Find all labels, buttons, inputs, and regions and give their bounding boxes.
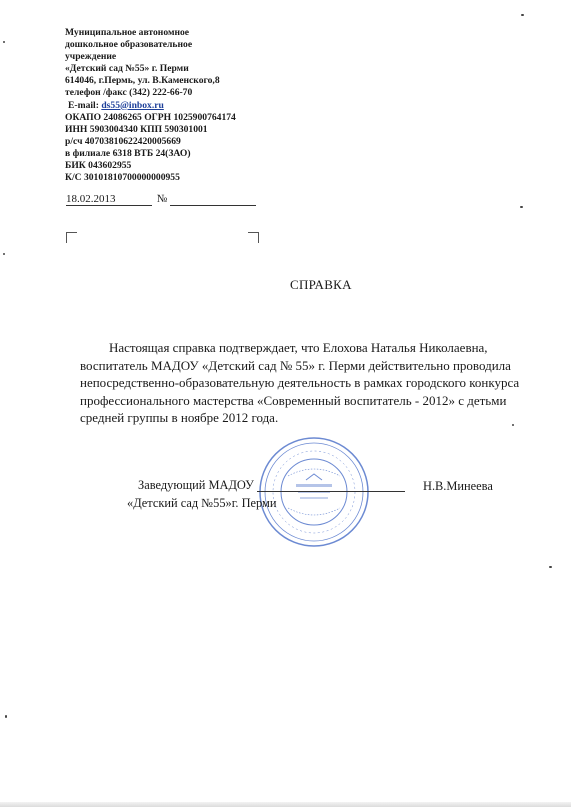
body-line: профессионального мастерства «Современный воспитатель - 2012» с детьми <box>80 392 507 408</box>
org-line: 614046, г.Пермь, ул. В.Каменского,8 <box>65 75 220 87</box>
organization-header <box>65 27 305 184</box>
code-line: ОКАПО 24086265 ОГРН 1025900764174 <box>65 111 236 123</box>
code-line: ИНН 5903004340 КПП 590301001 <box>65 123 208 135</box>
scan-speck <box>521 14 524 16</box>
code-line: БИК 043602955 <box>65 160 132 172</box>
address-corner-left <box>66 232 77 243</box>
email-label: E-mail: <box>68 99 99 111</box>
body-line: средней группы в ноябре 2012 года. <box>80 410 279 425</box>
org-line: «Детский сад №55» г. Перми <box>65 63 189 75</box>
signatory-name: Н.В.Минеева <box>423 479 493 493</box>
signatory-organization: «Детский сад №55»г. Перми <box>127 496 277 510</box>
scan-speck <box>5 715 7 718</box>
scan-speck <box>549 566 552 568</box>
round-seal-stamp <box>258 436 370 548</box>
org-line: Муниципальное автономное <box>65 27 190 38</box>
org-line: учреждение <box>65 51 117 63</box>
email-line <box>65 100 305 112</box>
document-date: 18.02.2013 <box>66 193 152 206</box>
document-title: СПРАВКА <box>290 277 352 292</box>
scan-speck <box>3 253 5 255</box>
scan-speck <box>512 424 514 426</box>
scan-speck <box>520 206 523 208</box>
document-date-row <box>66 193 256 206</box>
email-link[interactable]: ds55@inbox.ru <box>101 99 164 111</box>
address-corner-right <box>248 232 259 243</box>
number-sign: № <box>156 193 168 205</box>
scan-speck <box>3 41 5 43</box>
org-line: дошкольное образовательное <box>65 39 193 51</box>
code-line: р/сч 40703810622420005669 <box>65 135 181 147</box>
signatory-position: Заведующий МАДОУ <box>138 478 254 492</box>
org-line: телефон /факс (342) 222-66-70 <box>65 87 193 99</box>
body-line: непосредственно-образовательную деятельность в рамках городского конкурса <box>80 375 520 390</box>
code-line: в филиале 6318 ВТБ 24(ЗАО) <box>65 147 191 159</box>
document-body <box>80 339 540 427</box>
body-line: Настоящая справка подтверждает, что Елохова Наталья Николаевна, <box>109 340 488 355</box>
code-line: К/С 30101810700000000955 <box>65 172 180 184</box>
body-line: воспитатель МАДОУ «Детский сад № 55» г. Перми действительно проводила <box>80 357 511 373</box>
signature-line <box>257 491 405 492</box>
number-underline <box>170 194 256 206</box>
scan-bottom-edge <box>0 802 571 807</box>
